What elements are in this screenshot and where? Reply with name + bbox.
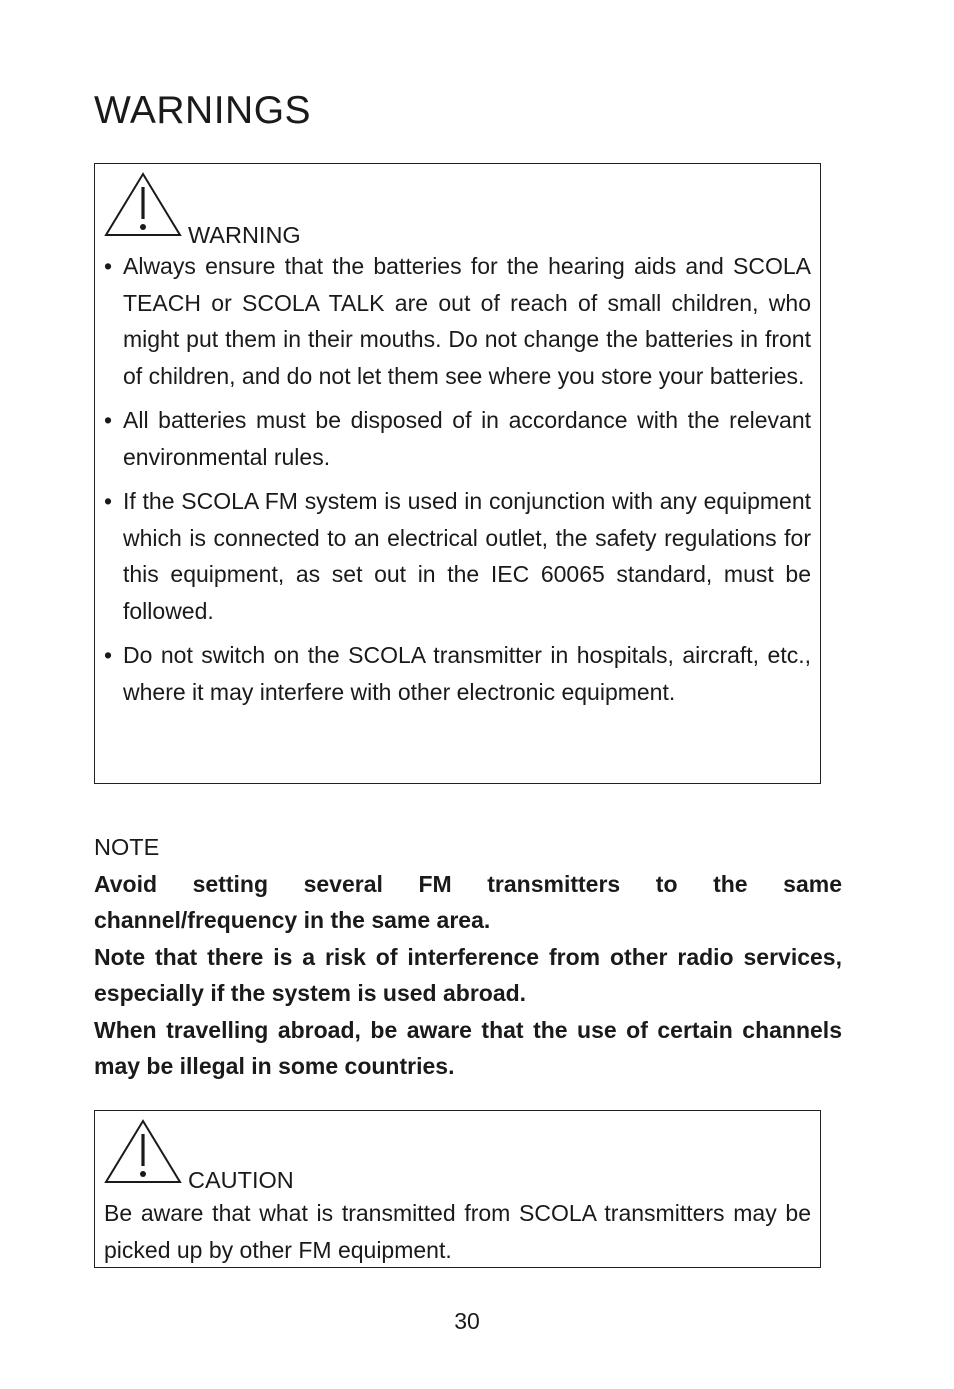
note-label: NOTE (94, 834, 160, 860)
warning-item: • If the SCOLA FM system is used in conjunction with any equipment which is connected to an electrical outlet, the safety regulations for this equipment, as set out in the IEC 60065 standard, must be followed. (104, 483, 811, 629)
warning-triangle-icon (104, 171, 182, 237)
page-title: WARNINGS (94, 89, 312, 132)
note-line: Avoid setting several FM transmitters to the same channel/frequency in the same area. (94, 870, 842, 933)
caution-title: CAUTION (188, 1167, 294, 1193)
warning-list (104, 248, 811, 718)
note-line: When travelling abroad, be aware that the use of certain channels may be illegal in some countries. (94, 1016, 842, 1079)
warning-box (94, 163, 821, 784)
warning-title: WARNING (188, 222, 301, 248)
page-number: 30 (454, 1308, 480, 1334)
note-line: Note that there is a risk of interference from other radio services, especially if the system is used abroad. (94, 943, 842, 1006)
warning-item: • Do not switch on the SCOLA transmitter in hospitals, aircraft, etc., where it may interfere with other electronic equipment. (104, 637, 811, 710)
note-section (94, 829, 842, 1085)
warning-triangle-icon (104, 1118, 182, 1184)
caution-text: Be aware that what is transmitted from SCOLA transmitters may be picked up by other FM equipment. (104, 1200, 811, 1263)
warning-item: • All batteries must be disposed of in accordance with the relevant environmental rules. (104, 402, 811, 475)
warning-item: • Always ensure that the batteries for the hearing aids and SCOLA TEACH or SCOLA TALK are out of reach of small children, who might put them in their mouths. Do not change the batteries in front of children, and do not let them see where you store your batteries. (104, 248, 811, 394)
caution-box (94, 1110, 821, 1268)
